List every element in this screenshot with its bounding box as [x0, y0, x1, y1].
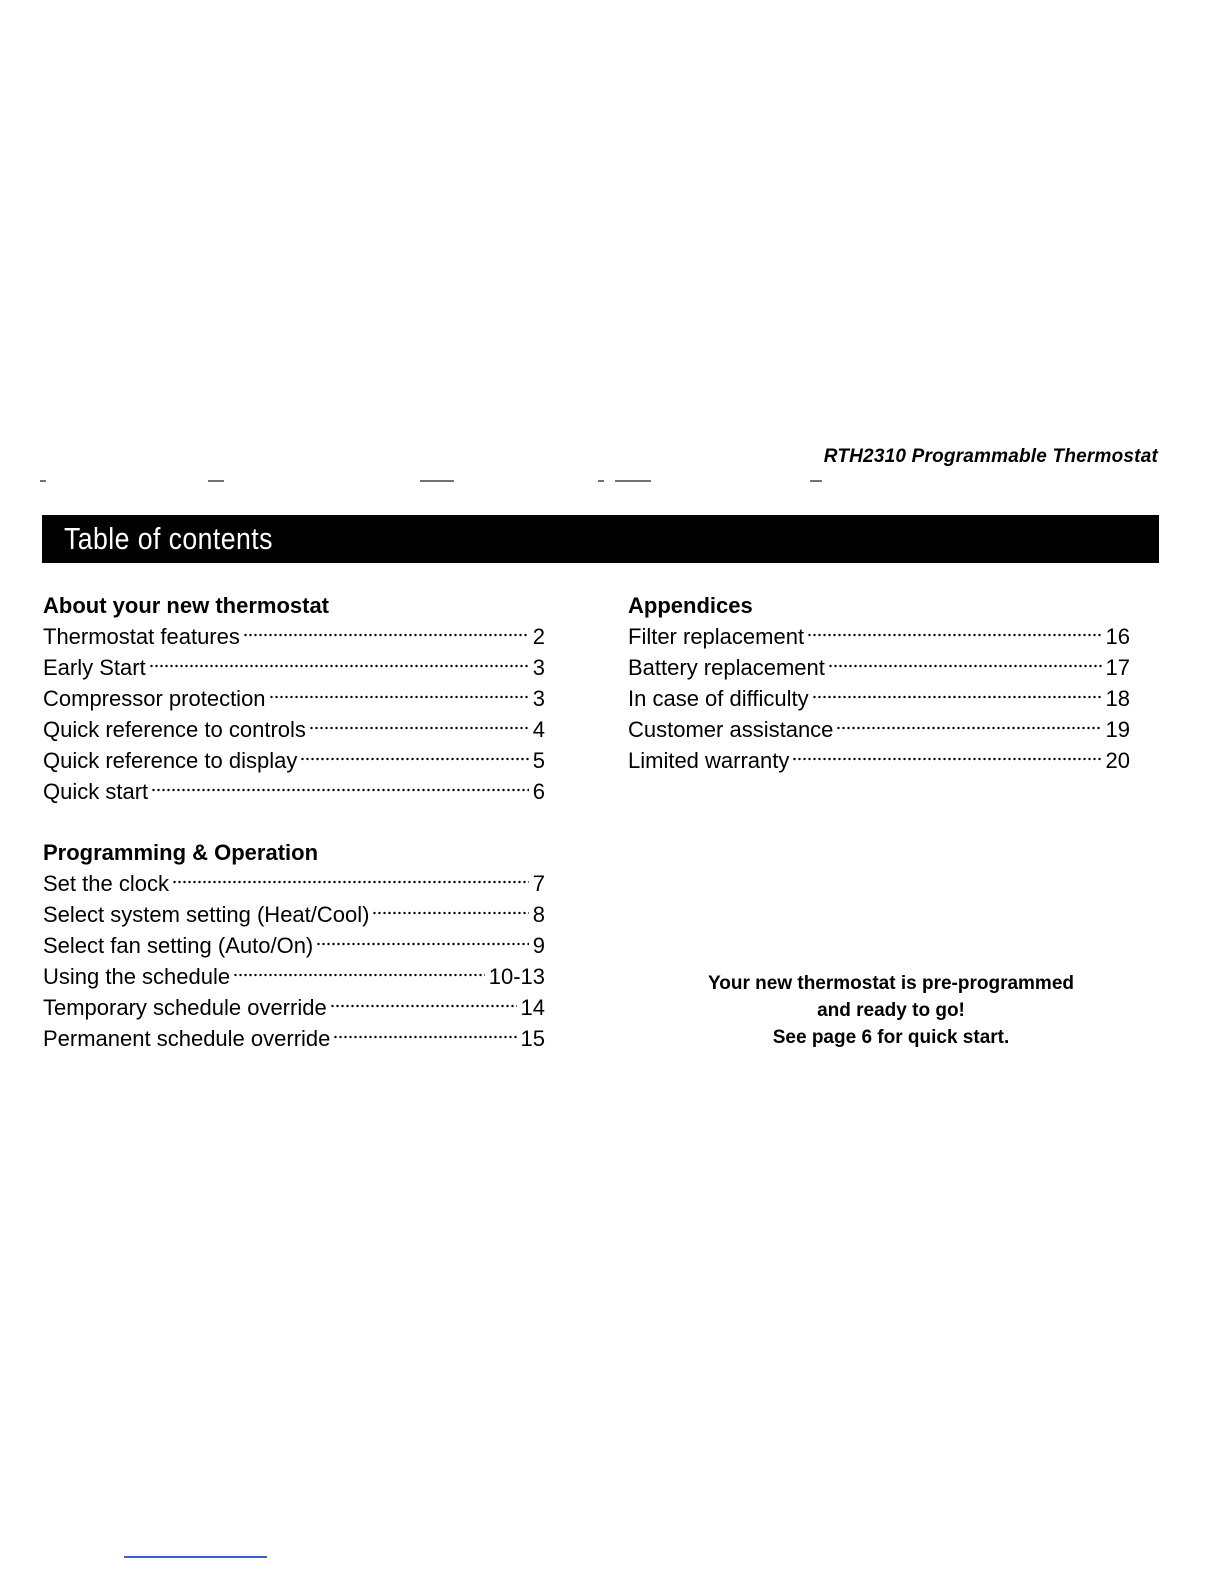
- dot-leader: [233, 972, 485, 978]
- dot-leader: [172, 879, 529, 885]
- toc-entry[interactable]: [43, 868, 545, 899]
- dot-leader: [243, 632, 529, 638]
- toc-entry-label: Customer assistance: [628, 717, 834, 742]
- section-heading-programming: Programming & Operation: [43, 840, 319, 865]
- section-heading-about: About your new thermostat: [43, 593, 330, 618]
- toc-entry[interactable]: [43, 992, 545, 1023]
- note-line: See page 6 for quick start.: [772, 1027, 1010, 1048]
- toc-entry-label: Select fan setting (Auto/On): [43, 933, 314, 958]
- toc-entry-label: Permanent schedule override: [43, 1026, 331, 1051]
- scan-artifact-marks: [40, 480, 1160, 484]
- toc-entry-page: 9: [532, 933, 545, 958]
- toc-entry-label: Early Start: [43, 655, 146, 680]
- footer-rule: [124, 1556, 267, 1558]
- toc-entry[interactable]: [628, 714, 1130, 745]
- toc-entry-page: 2: [532, 624, 545, 649]
- toc-entry[interactable]: [43, 621, 545, 652]
- dot-leader: [333, 1034, 516, 1040]
- toc-entry-label: Filter replacement: [628, 624, 805, 649]
- toc-entry-page: 15: [520, 1026, 545, 1051]
- toc-entry[interactable]: [43, 714, 545, 745]
- toc-entry[interactable]: [628, 683, 1130, 714]
- toc-entry-page: 14: [520, 995, 545, 1020]
- toc-banner: [42, 515, 1159, 563]
- dot-leader: [300, 756, 528, 762]
- dot-leader: [316, 941, 528, 947]
- note-line: and ready to go!: [817, 1000, 965, 1021]
- toc-entry-page: 10-13: [488, 964, 545, 989]
- toc-entry-page: 19: [1105, 717, 1130, 742]
- toc-left-column: [43, 590, 545, 1054]
- dot-leader: [807, 632, 1101, 638]
- dot-leader: [269, 694, 529, 700]
- toc-entry[interactable]: [43, 652, 545, 683]
- toc-entry-label: Select system setting (Heat/Cool): [43, 902, 370, 927]
- note-line: Your new thermostat is pre-programmed: [708, 973, 1074, 994]
- dot-leader: [372, 910, 528, 916]
- toc-entry[interactable]: [628, 745, 1130, 776]
- dot-leader: [828, 663, 1102, 669]
- toc-entry-label: Using the schedule: [43, 964, 231, 989]
- dot-leader: [792, 756, 1101, 762]
- toc-entry-label: Limited warranty: [628, 748, 790, 773]
- toc-entry-label: Quick reference to controls: [43, 717, 306, 742]
- toc-right-column: [628, 590, 1130, 776]
- toc-entry[interactable]: [43, 899, 545, 930]
- toc-entry-page: 3: [532, 686, 545, 711]
- toc-entry-page: 3: [532, 655, 545, 680]
- toc-entry-label: Battery replacement: [628, 655, 825, 680]
- toc-entry-label: Set the clock: [43, 871, 169, 896]
- toc-entry-page: 4: [532, 717, 545, 742]
- toc-entry-label: Quick reference to display: [43, 748, 298, 773]
- toc-entry[interactable]: [628, 652, 1130, 683]
- dot-leader: [836, 725, 1101, 731]
- toc-entry-page: 8: [532, 902, 545, 927]
- toc-entry-label: In case of difficulty: [628, 686, 809, 711]
- toc-entry-label: Temporary schedule override: [43, 995, 327, 1020]
- preprogrammed-note: [641, 970, 1141, 1051]
- dot-leader: [309, 725, 529, 731]
- toc-entry-page: 17: [1105, 655, 1130, 680]
- toc-entry-label: Compressor protection: [43, 686, 266, 711]
- dot-leader: [330, 1003, 517, 1009]
- toc-entry-page: 6: [532, 779, 545, 804]
- toc-banner-title: Table of contents: [64, 521, 273, 556]
- toc-entry[interactable]: [628, 621, 1130, 652]
- toc-entry[interactable]: [43, 745, 545, 776]
- dot-leader: [812, 694, 1102, 700]
- toc-entry-page: 18: [1105, 686, 1130, 711]
- document-header-title: RTH2310 Programmable Thermostat: [823, 446, 1158, 467]
- toc-entry[interactable]: [43, 1023, 545, 1054]
- toc-entry[interactable]: [43, 683, 545, 714]
- toc-entry-label: Thermostat features: [43, 624, 240, 649]
- toc-entry[interactable]: [43, 776, 545, 807]
- toc-entry-page: 7: [532, 871, 545, 896]
- toc-entry-label: Quick start: [43, 779, 149, 804]
- toc-entry[interactable]: [43, 961, 545, 992]
- dot-leader: [151, 787, 529, 793]
- section-heading-appendices: Appendices: [628, 593, 753, 618]
- toc-entry-page: 16: [1105, 624, 1130, 649]
- toc-entry[interactable]: [43, 930, 545, 961]
- toc-entry-page: 20: [1105, 748, 1130, 773]
- section-spacer: [43, 807, 545, 837]
- toc-entry-page: 5: [532, 748, 545, 773]
- dot-leader: [149, 663, 529, 669]
